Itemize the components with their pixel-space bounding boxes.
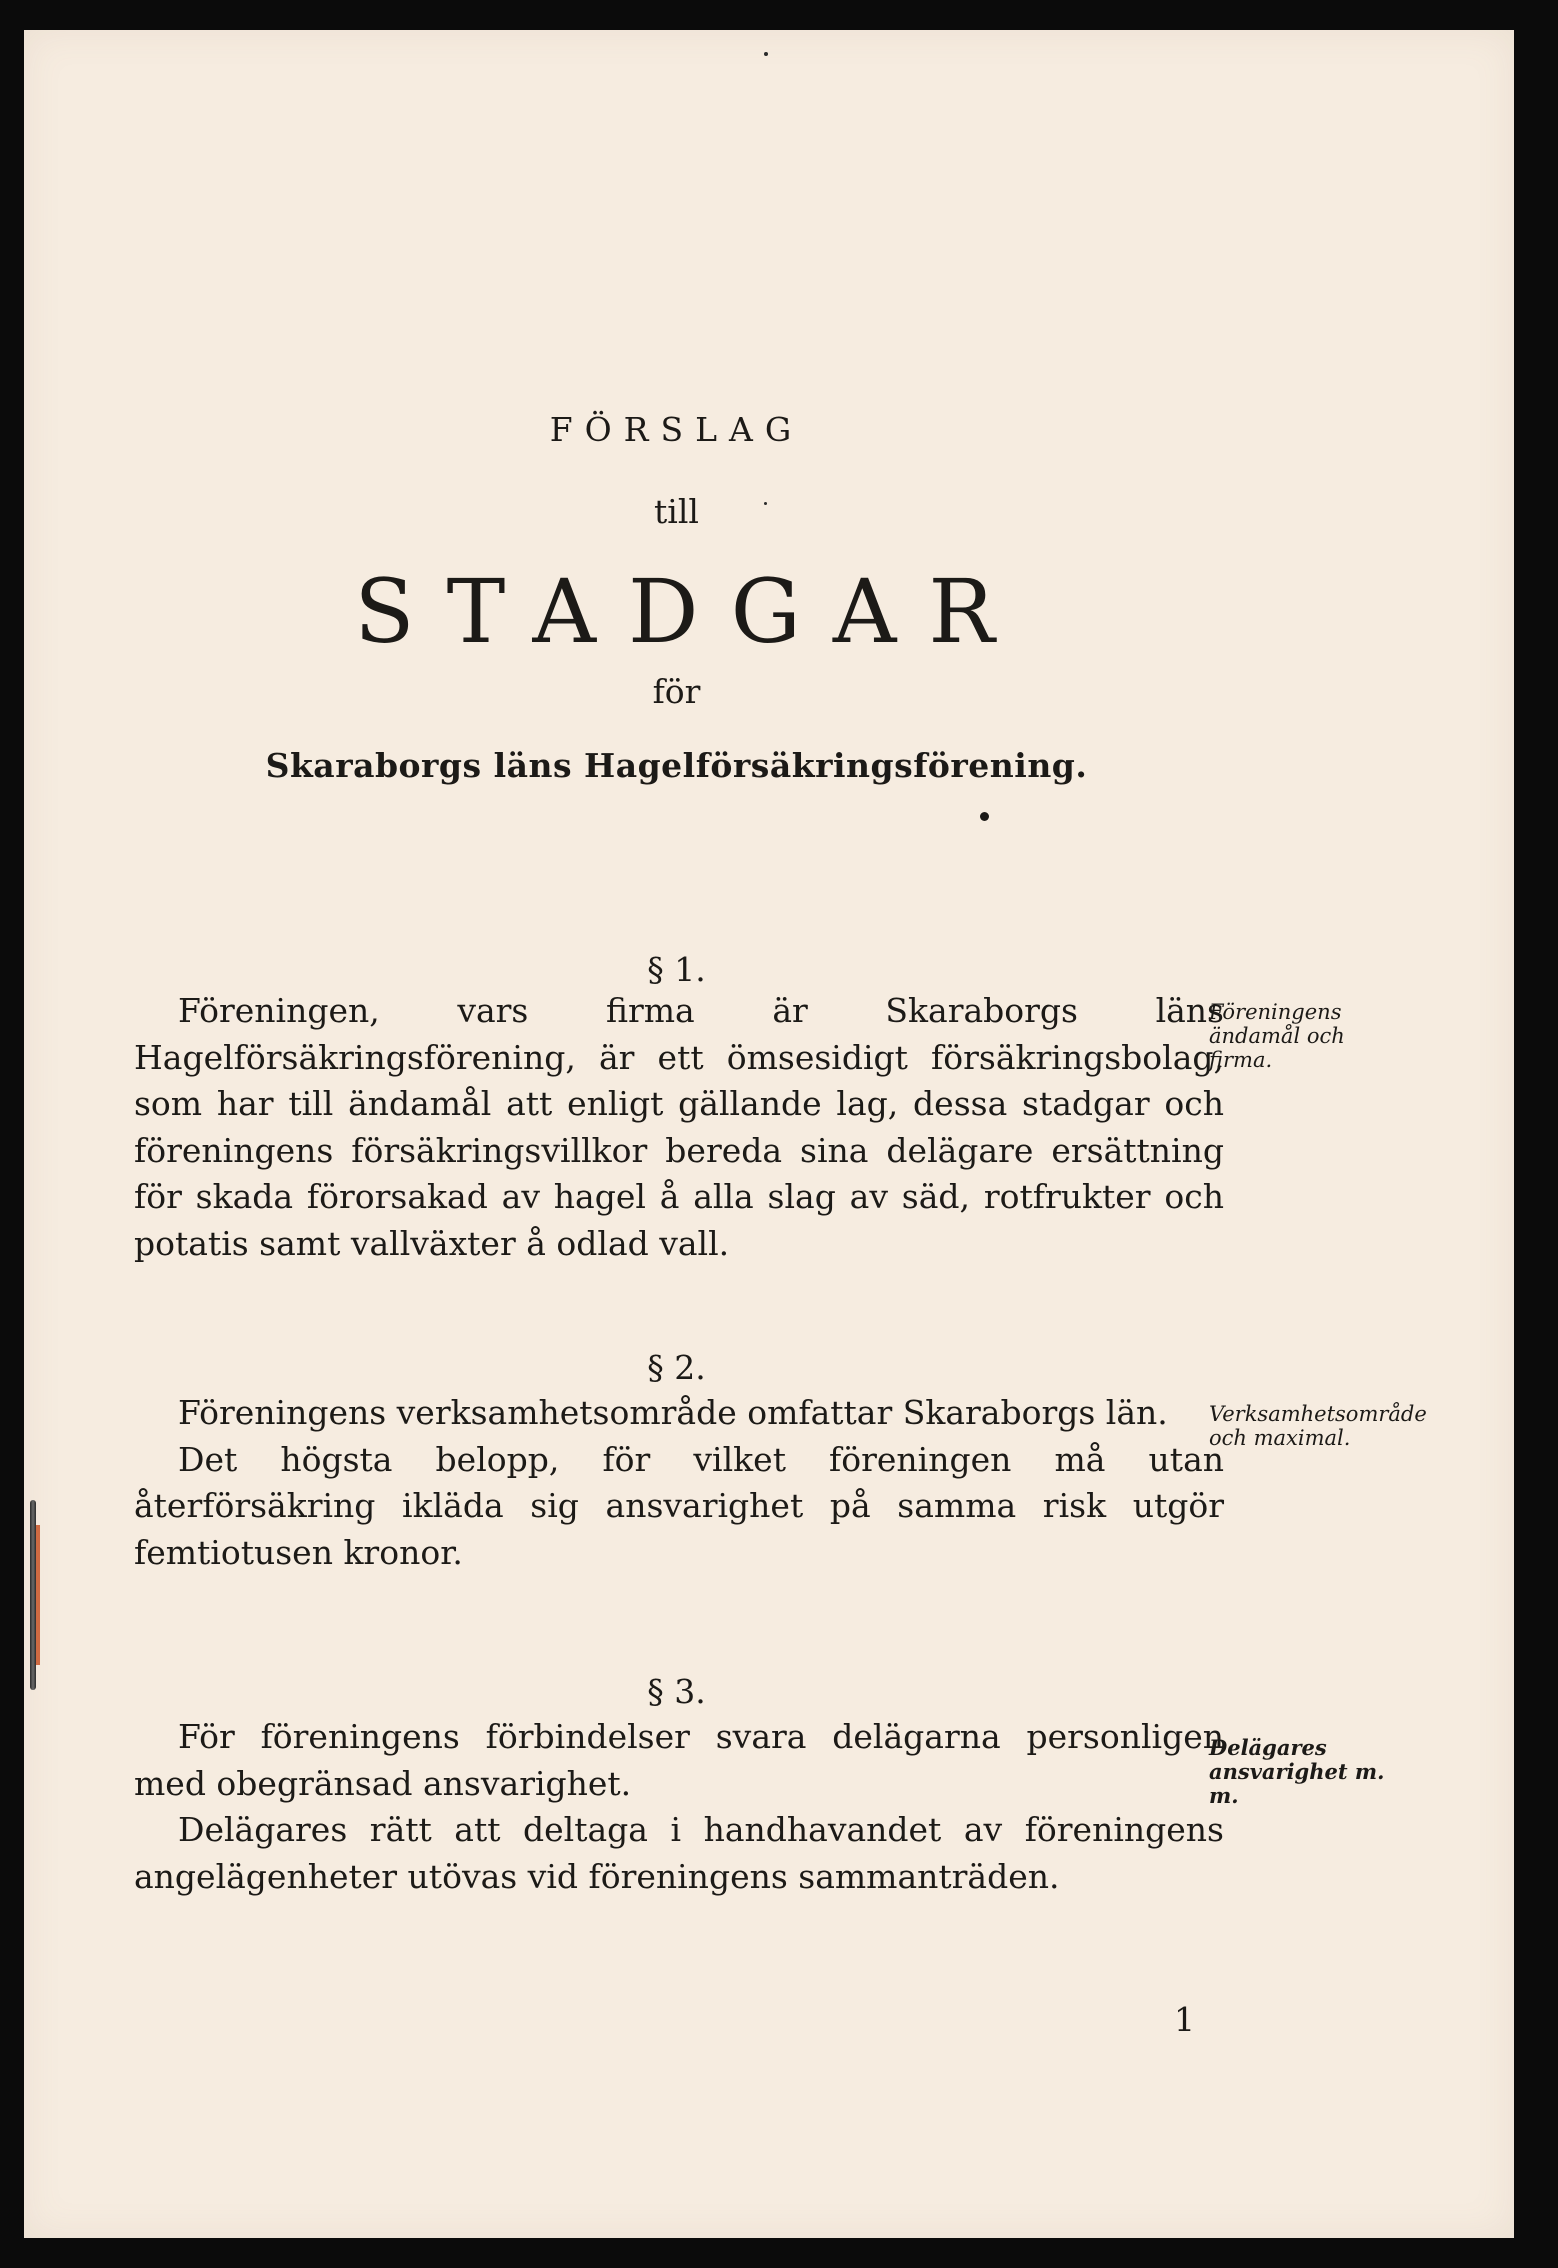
section-2-body: [134, 1390, 1224, 1576]
speck: [764, 52, 768, 56]
section-1-body: [134, 988, 1224, 1267]
bullet-mark: [980, 812, 989, 821]
heading-for: för: [652, 672, 701, 711]
page-number: 1: [1174, 2000, 1195, 2039]
section-3-body: [134, 1714, 1224, 1900]
section-1-paragraph-1: Föreningen, vars firma är Skaraborgs läns Hagelförsäkringsförening, är ett ömsesidigt försäkringsbolag, som har till ändamål att enligt gällande lag, dessa stadgar och föreningens försäkringsvillkor bereda sina delägare ersättning för skada förorsakad av hagel å alla slag av säd, rotfrukter och potatis samt vallväxter å odlad vall.: [134, 991, 1224, 1263]
heading-till: till: [654, 492, 699, 531]
staple-rust-mark: [36, 1525, 40, 1665]
section-1-margin-note: Föreningens ändamål och firma.: [1209, 1000, 1345, 1072]
section-2-paragraph-2: Det högsta belopp, för vilket föreningen må utan återförsäkring ikläda sig ansvarighet på samma risk utgör femtiotusen kronor.: [134, 1439, 1224, 1572]
section-3-margin-note: Delägares ansvarighet m. m.: [1209, 1735, 1385, 1808]
section-3-paragraph-1: För föreningens förbindelser svara delägarna personligen med obegränsad ansvarighet.: [134, 1717, 1224, 1803]
association-name: Skaraborgs läns Hagelförsäkringsförening.: [265, 746, 1088, 785]
heading-forslag: FÖRSLAG: [549, 410, 804, 449]
heading-stadgar: STADGAR: [354, 560, 1027, 663]
document-page: [24, 30, 1514, 2238]
section-2-paragraph-1: Föreningens verksamhetsområde omfattar Skaraborgs län.: [178, 1393, 1168, 1432]
section-2-margin-note: Verksamhetsområde och maximal.: [1209, 1402, 1427, 1450]
section-1-heading: § 1.: [647, 950, 706, 989]
section-3-heading: § 3.: [647, 1672, 706, 1711]
section-2-heading: § 2.: [647, 1348, 706, 1387]
section-3-paragraph-2: Delägares rätt att deltaga i handhavandet av föreningens angelägenheter utövas vid föreningens sammanträden.: [134, 1810, 1224, 1896]
